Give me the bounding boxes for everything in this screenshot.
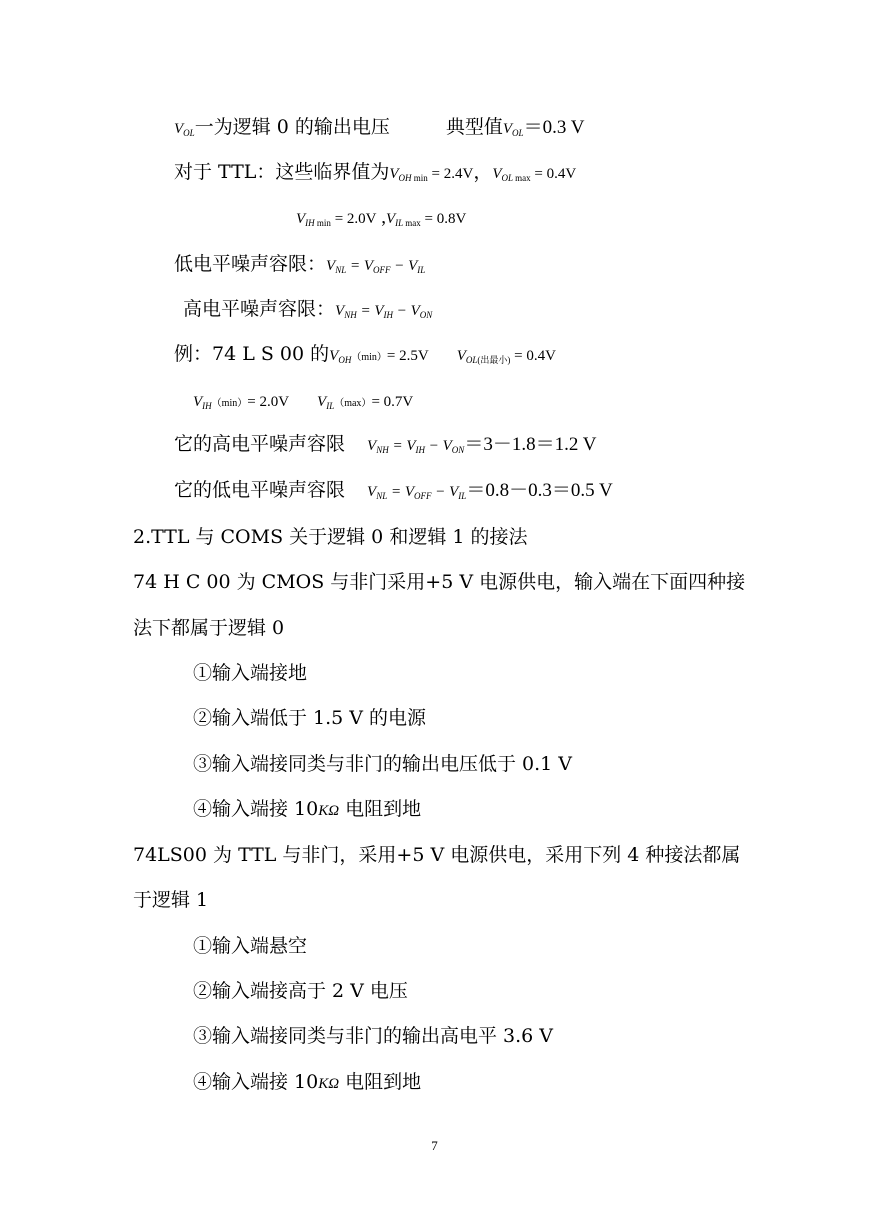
vol-example-value: = 0.4V: [514, 348, 556, 364]
hc-item-4-tail: 电阻到地: [339, 798, 422, 820]
vih-example: $V_{IH}(\min)= 2.0V$: [193, 394, 290, 411]
ls00-paragraph-line2: 于逻辑 1: [133, 889, 209, 911]
ls-item-4-tail: 电阻到地: [339, 1071, 422, 1093]
ls-item-1: ①输入端悬空: [193, 935, 308, 957]
hc-kohm-symbol: KΩ: [318, 803, 340, 819]
voh-example-value: = 2.5V: [386, 348, 429, 364]
low-noise-formula: $V_{NL} = V_{OFF} - V_{IL}$: [326, 258, 426, 275]
high-noise-margin-line: [183, 297, 432, 327]
vih-vil-separator: ,: [376, 207, 386, 228]
vnh-calc-formula: $V_{NH} = V_{IH} - V_{ON}$: [367, 438, 465, 455]
hc-item-2: ②输入端低于 1.5 V 的电源: [193, 707, 427, 729]
vil-max-value: = 0.8V: [424, 211, 467, 227]
vol-definition-line: [174, 115, 584, 145]
voh-example: $V_{OH}(\min)= 2.5V$: [329, 348, 429, 365]
vol-max-value: = 0.4V: [534, 166, 577, 182]
hc-item-4: [193, 797, 421, 823]
hc-item-4-text: ④输入端接 10: [193, 798, 319, 820]
ls00-paragraph-line1: 74LS00 为 TTL 与非门，采用+5 V 电源供电，采用下列 4 种接法都属: [133, 844, 741, 866]
vnl-calc-result: ＝0.8－0.3＝0.5 V: [466, 480, 613, 501]
vnl-calc-label: 它的低电平噪声容限: [174, 479, 346, 501]
low-noise-margin-line: [174, 252, 425, 282]
low-noise-label: 低电平噪声容限：: [174, 253, 327, 275]
voh-min-value: = 2.4V: [431, 166, 474, 182]
vnl-calc-formula: $V_{NL} = V_{OFF} - V_{IL}$: [367, 484, 467, 501]
ls-item-4-text: ④输入端接 10: [193, 1071, 319, 1093]
vol-symbol-2: $V_{OL}$: [502, 121, 524, 138]
vnh-calc-result: ＝3－1.8＝1.2 V: [464, 434, 597, 455]
vil-example: $V_{IL}(\max)= 0.7V$: [317, 394, 414, 411]
vol-description: 一为逻辑 0 的输出电压: [194, 116, 390, 138]
vnh-calc-label: 它的高电平噪声容限: [174, 433, 346, 455]
page-number: 7: [431, 1138, 438, 1153]
ls-item-2: ②输入端接高于 2 V 电压: [193, 980, 408, 1002]
ttl-thresholds-line: [174, 160, 576, 190]
ls-item-4: [193, 1070, 421, 1096]
vih-min-symbol: $V_{IH min} = 2.0V$: [296, 211, 377, 228]
vih-example-value: = 2.0V: [247, 394, 290, 410]
high-noise-formula: $V_{NH} = V_{IH} - V_{ON}$: [335, 303, 433, 320]
high-noise-label: 高电平噪声容限：: [183, 298, 336, 320]
vil-max-symbol: $V_{IL max} = 0.8V$: [385, 211, 467, 228]
voh-min-symbol: $V_{OH min} = 2.4V$: [389, 166, 474, 183]
vol-example: $V_{OL(出最小)} = 0.4V$: [456, 348, 556, 365]
typical-label: 典型值: [445, 116, 503, 138]
ttl-prefix: 对于 TTL：这些临界值为: [174, 161, 390, 183]
vil-example-value: = 0.7V: [371, 394, 414, 410]
hc-item-1: ①输入端接地: [193, 662, 308, 684]
example-prefix: 例：74 L S 00 的: [174, 343, 330, 365]
example-line: [174, 342, 556, 372]
vih-min-value: = 2.0V: [334, 211, 377, 227]
vih-vil-line: [296, 205, 466, 235]
vnh-calc-line: [174, 432, 596, 462]
ls-item-3: ③输入端接同类与非门的输出高电平 3.6 V: [193, 1025, 554, 1047]
vol-example-note: (出最小): [477, 355, 511, 365]
hc-item-3: ③输入端接同类与非门的输出电压低于 0.1 V: [193, 753, 573, 775]
example2-line: [193, 388, 413, 418]
section-heading: 2.TTL 与 COMS 关于逻辑 0 和逻辑 1 的接法: [133, 526, 528, 548]
ttl-separator: ，: [473, 161, 493, 183]
hc00-paragraph-line1: 74 H C 00 为 CMOS 与非门采用+5 V 电源供电，输入端在下面四种接: [133, 571, 746, 593]
vnl-calc-line: [174, 478, 613, 508]
typical-value: ＝0.3 V: [523, 117, 585, 138]
vol-symbol: $V_{OL}$: [174, 121, 195, 138]
hc00-paragraph-line2: 法下都属于逻辑 0: [133, 617, 285, 639]
vol-max-symbol: $V_{OL max} = 0.4V$: [492, 166, 577, 183]
ls-kohm-symbol: KΩ: [318, 1076, 340, 1092]
